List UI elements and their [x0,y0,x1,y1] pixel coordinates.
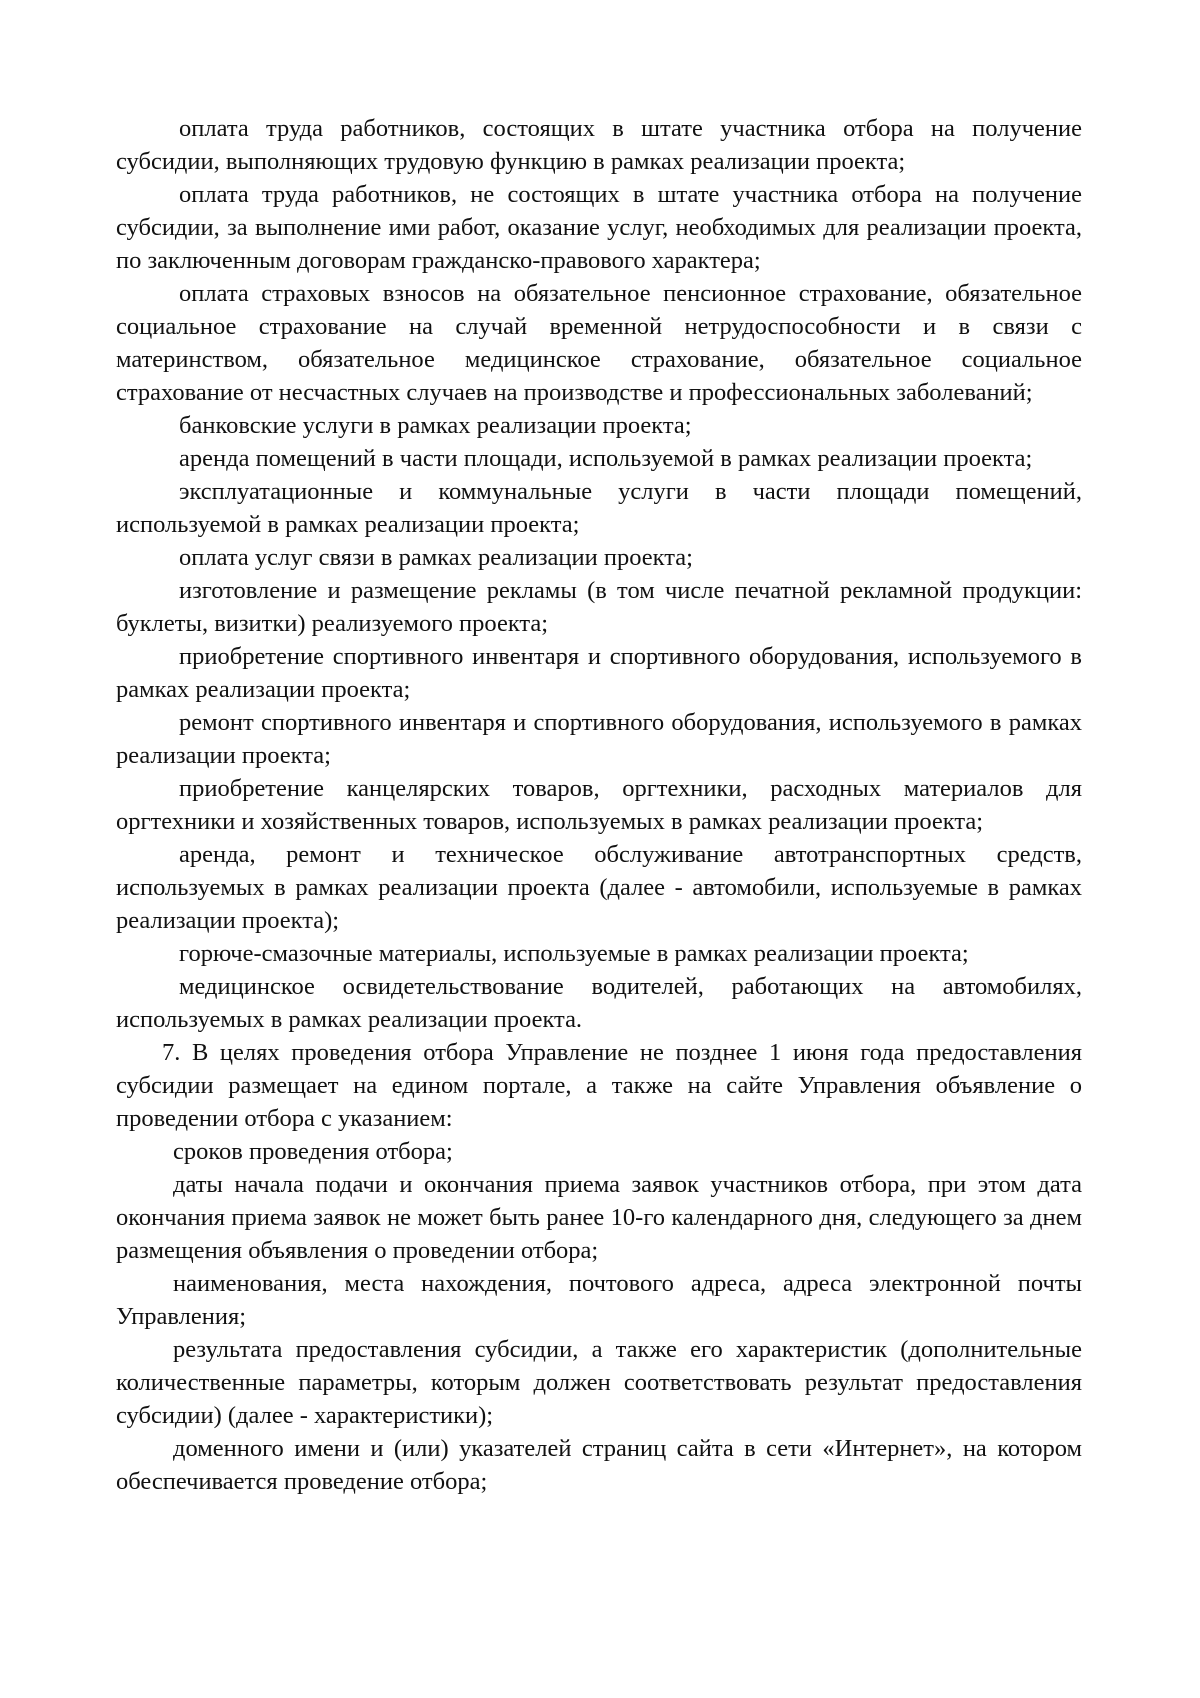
paragraph-application-dates: даты начала подачи и окончания приема заявок участников отбора, при этом дата окончания приема заявок не может быть ранее 10-го календарного дня, следующего за днем размещения объявления о проведении отбора; [116,1171,1082,1264]
paragraph-banking-services: банковские услуги в рамках реализации проекта; [179,412,692,439]
paragraph-selection-dates: сроков проведения отбора; [173,1138,453,1165]
document-body [116,112,1082,1498]
paragraph-utilities: эксплуатационные и коммунальные услуги в части площади помещений, используемой в рамках реализации проекта; [116,478,1082,538]
paragraph-wages-staff: оплата труда работников, состоящих в штате участника отбора на получение субсидии, выполняющих трудовую функцию в рамках реализации проекта; [116,115,1082,175]
paragraph-section-7: 7. В целях проведения отбора Управление не позднее 1 июня года предоставления субсидии размещает на едином портале, а также на сайте Управления объявление о проведении отбора с указанием: [116,1039,1082,1132]
paragraph-sports-equipment-purchase: приобретение спортивного инвентаря и спортивного оборудования, используемого в рамках реализации проекта; [116,643,1082,703]
paragraph-vehicles: аренда, ремонт и техническое обслуживание автотранспортных средств, используемых в рамках реализации проекта (далее - автомобили, используемые в рамках реализации проекта); [116,841,1082,934]
paragraph-domain-name: доменного имени и (или) указателей страниц сайта в сети «Интернет», на котором обеспечивается проведение отбора; [116,1435,1082,1495]
paragraph-office-supplies: приобретение канцелярских товаров, оргтехники, расходных материалов для оргтехники и хозяйственных товаров, используемых в рамках реализации проекта; [116,775,1082,835]
paragraph-wages-contractors: оплата труда работников, не состоящих в штате участника отбора на получение субсидии, за выполнение ими работ, оказание услуг, необходимых для реализации проекта, по заключенным договорам гражданско-правового характера; [116,181,1082,274]
paragraph-advertising: изготовление и размещение рекламы (в том числе печатной рекламной продукции: буклеты, визитки) реализуемого проекта; [116,577,1082,637]
paragraph-subsidy-result: результата предоставления субсидии, а также его характеристик (дополнительные количественные параметры, которым должен соответствовать результат предоставления субсидии) (далее - характеристики); [116,1336,1082,1429]
paragraph-fuel-lubricants: горюче-смазочные материалы, используемые в рамках реализации проекта; [179,940,969,967]
paragraph-communication-services: оплата услуг связи в рамках реализации проекта; [179,544,693,571]
paragraph-sports-equipment-repair: ремонт спортивного инвентаря и спортивного оборудования, используемого в рамках реализации проекта; [116,709,1082,769]
paragraph-premises-rent: аренда помещений в части площади, используемой в рамках реализации проекта; [179,445,1033,472]
paragraph-medical-examination: медицинское освидетельствование водителей, работающих на автомобилях, используемых в рамках реализации проекта. [116,973,1082,1033]
paragraph-department-contacts: наименования, места нахождения, почтового адреса, адреса электронной почты Управления; [116,1270,1082,1330]
paragraph-insurance-contributions: оплата страховых взносов на обязательное пенсионное страхование, обязательное социальное страхование на случай временной нетрудоспособности и в связи с материнством, обязательное медицинское страхование, обязательное социальное страхование от несчастных случаев на производстве и профессиональных заболеваний; [116,280,1082,406]
